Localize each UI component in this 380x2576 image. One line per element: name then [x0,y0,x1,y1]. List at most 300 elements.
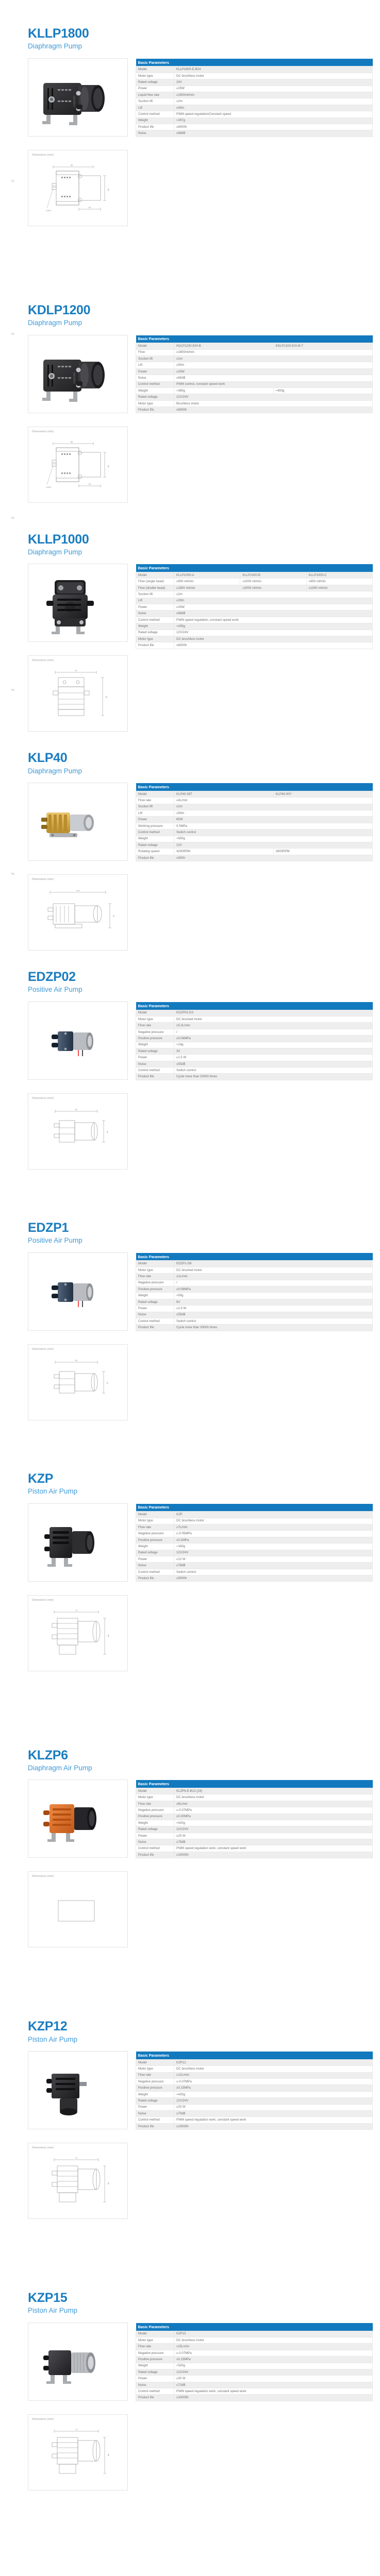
spec-key: Rated voltage [136,1299,174,1305]
spec-value: ≥8L/min [174,1801,373,1807]
spec-value: ≥2m [174,591,373,598]
spec-value: ≥950 ml/min [306,579,372,585]
product-subtitle: Diaphragm Pump [28,548,82,556]
spec-row [136,130,373,137]
spec-key: Model [136,2331,174,2337]
dimensions-label: Dimensions (mm) [32,153,54,157]
spec-table-wrap [136,2323,373,2401]
spec-table-wrap [136,59,373,137]
svg-text:95: 95 [105,696,108,699]
spec-row [136,105,373,111]
product-section-edzp1 [0,1221,380,1420]
micro-air-pump-photo [28,1002,128,1080]
product-body [0,1252,380,1420]
spec-value: Brushless motor [174,400,373,406]
spec-table-header-row [136,1504,373,1512]
spec-table-header: Basic Parameters [136,564,373,572]
product-visuals [28,2323,128,2490]
product-title: KLLP1000 [28,532,89,547]
spec-table [136,335,373,414]
svg-text:4-Ø3.5: 4-Ø3.5 [46,209,52,212]
product-section-klp40 [0,751,380,951]
spec-key: Control method [136,2117,174,2123]
spec-value: DC brushless motor [174,2066,373,2072]
spec-value: ≥1900 ml/min [306,585,372,591]
product-title: KZP15 [28,2291,68,2306]
product-title: KDLP1200 [28,302,91,317]
spec-value: ≈50g [174,1293,373,1299]
spec-row [136,1550,373,1556]
spec-row [136,842,373,848]
spec-value: 24V [174,79,373,86]
product-section-kdlp1200 [0,303,380,503]
spec-value: ≥1m [174,355,373,362]
spec-key: Flow (double head) [136,585,174,591]
spec-table-wrap [136,1002,373,1080]
spec-value: ≤25W [174,86,373,92]
spec-row [136,1575,373,1582]
spec-key: Control method [136,617,174,623]
svg-text:52: 52 [75,1359,78,1362]
spec-value: ≥6000h [174,642,373,649]
product-heading [0,1472,380,1496]
spec-key: Model [136,1512,174,1518]
spec-value: ≤70dB [174,2110,373,2116]
spec-table [136,2052,373,2130]
spec-row [136,362,373,368]
spec-key: Rated voltage [136,2369,174,2375]
spec-key: Product life [136,1575,174,1582]
product-visuals [28,335,128,503]
spec-table-header-row [136,2323,373,2331]
spec-row [136,394,373,400]
dimensions-label: Dimensions (mm) [32,1096,54,1100]
product-subtitle: Piston Air Pump [28,1487,78,1496]
product-subtitle: Positive Air Pump [28,986,82,994]
spec-key: Power [136,2104,174,2110]
spec-row [136,1518,373,1524]
spec-key: Model [136,343,174,349]
spec-value: 12V [174,842,373,848]
spec-value: PWM speed regulation/Constant speed [174,111,373,117]
spec-row [136,1023,373,1029]
spec-row [136,2123,373,2129]
dimension-drawing-box [28,874,128,951]
spec-key: Product life [136,642,174,649]
dimensions-label: Dimensions (mm) [32,2417,54,2421]
spec-row [136,1801,373,1807]
spec-table-header: Basic Parameters [136,783,373,791]
spec-table-header: Basic Parameters [136,335,373,343]
product-body [0,335,380,503]
spec-value: ≥900 ml/min [174,579,240,585]
dimensions-label: Dimensions (mm) [32,659,54,663]
spec-row [136,343,373,349]
spec-value: ≥6000h [174,407,373,413]
spec-key: Liquid flow rate [136,92,174,98]
spec-key: Weight [136,1293,174,1299]
spec-row [136,2110,373,2116]
spec-value: 6V [174,1299,373,1305]
spec-row [136,2066,373,2072]
spec-row [136,798,373,804]
spec-row [136,1016,373,1022]
svg-text:KAMOER: KAMOER [73,95,76,107]
product-body [0,2323,380,2490]
spec-key: Rotating speed [136,849,174,855]
spec-row [136,2117,373,2123]
spec-row [136,1794,373,1801]
spec-value: ≥10000h [174,2123,373,2129]
product-visuals [28,564,128,732]
spec-table-wrap [136,564,373,649]
spec-key: Suction lift [136,98,174,105]
spec-row [136,1820,373,1826]
spec-row [136,2369,373,2375]
spec-table-wrap [136,783,373,861]
spec-key: Control method [136,1067,174,1074]
spec-value: ≥10000h [174,1852,373,1858]
spec-row [136,1833,373,1839]
spec-value: DC brushless motor [174,2337,373,2343]
svg-text:KAMOER: KAMOER [73,371,76,383]
spec-table [136,564,373,649]
product-heading [0,970,380,994]
spec-key: Power [136,2376,174,2382]
spec-key: Rated voltage [136,1550,174,1556]
svg-text:60: 60 [88,206,91,209]
spec-value: ≥50m [174,810,373,816]
spec-row [136,591,373,598]
spec-row [136,1524,373,1530]
spec-row [136,804,373,810]
diaphragm-pump-brass-photo [28,783,128,861]
spec-key: Control method [136,2388,174,2395]
spec-table [136,59,373,137]
spec-key: Noise [136,1312,174,1318]
dimension-drawing-box [28,427,128,503]
spec-value: 12V/24V [174,1826,373,1833]
svg-text:48: 48 [107,465,110,467]
dimension-drawing-box [28,1595,128,1671]
spec-row [136,1569,373,1575]
spec-value: ≥1L/min [174,1274,373,1280]
product-title: EDZP02 [28,970,76,985]
spec-value: KLP40-00Y [273,791,373,797]
spec-key: Negative pressure [136,1029,174,1035]
spec-value: ≈400g [273,387,373,394]
spec-key: Control method [136,1569,174,1575]
spec-key: Flow rate [136,798,174,804]
spec-table-header-row [136,564,373,572]
spec-row [136,598,373,604]
spec-key: Product life [136,407,174,413]
spec-table-header: Basic Parameters [136,2323,373,2331]
spec-key: Flow rate [136,1801,174,1807]
spec-row [136,2072,373,2078]
product-subtitle: Diaphragm Pump [28,42,82,50]
dimension-drawing-box [28,1344,128,1420]
spec-key: Control method [136,1318,174,1324]
spec-row [136,1261,373,1267]
spec-row [136,791,373,797]
spec-key: Weight [136,117,174,124]
dimension-drawing-box [28,1093,128,1170]
spec-value: ≥40m [174,105,373,111]
spec-row [136,1814,373,1820]
spec-row [136,604,373,610]
spec-row [136,572,373,578]
page-number: 05 [11,873,14,876]
product-heading [0,2020,380,2044]
spec-row [136,2382,373,2388]
spec-key: Product life [136,855,174,861]
spec-value: ≥0.15MPa [174,2085,373,2091]
spec-table-header: Basic Parameters [136,2052,373,2059]
spec-key: Motor type [136,1518,174,1524]
product-visuals [28,783,128,951]
product-heading [0,1749,380,1773]
spec-value: ≥0.06MPa [174,1036,373,1042]
spec-row [136,2350,373,2356]
spec-row [136,2331,373,2337]
spec-row [136,1042,373,1048]
catalog-page [0,27,380,2490]
spec-key: Model [136,66,174,73]
svg-text:34: 34 [106,1381,109,1384]
spec-row [136,2395,373,2401]
spec-row [136,2388,373,2395]
spec-value: ≈297g [174,117,373,124]
spec-row [136,92,373,98]
spec-row [136,2098,373,2104]
spec-value: 12V/24V [174,630,373,636]
spec-row [136,1293,373,1299]
spec-value: ≥0.15MPa [174,2357,373,2363]
spec-table-header: Basic Parameters [136,1780,373,1788]
spec-row [136,579,373,585]
spec-row [136,2363,373,2369]
spec-value: ≈420g [174,1820,373,1826]
svg-text:74: 74 [75,2428,78,2431]
spec-key: Flow rate [136,1274,174,1280]
spec-key: Weight [136,2363,174,2369]
spec-row [136,86,373,92]
product-title: KZP [28,1471,54,1486]
piston-air-pump-silver-photo [28,2323,128,2401]
spec-value: KLLP1000-A [174,572,240,578]
spec-key: Product life [136,124,174,130]
spec-key: Weight [136,623,174,630]
product-heading [0,533,380,557]
dimension-drawing-box [28,2143,128,2219]
product-section-kzp15 [0,2291,380,2490]
spec-key: Noise [136,1061,174,1067]
product-section-kzp [0,1472,380,1671]
svg-text:78: 78 [74,669,77,672]
spec-key: Motor type [136,1016,174,1022]
spec-value: ≥10000h [174,2395,373,2401]
spec-row [136,1839,373,1845]
spec-value: 12V/24V [174,1550,373,1556]
spec-value: ≤-0.07MPa [174,2078,373,2084]
spec-value: ≥50m [174,362,373,368]
product-body [0,783,380,951]
spec-value: ≥7L/min [174,1524,373,1530]
dimension-drawing [32,663,124,727]
spec-key: Flow rate [136,1524,174,1530]
spec-key: Noise [136,130,174,137]
product-subtitle: Piston Air Pump [28,2307,78,2315]
spec-row [136,1531,373,1537]
dimensions-label: Dimensions (mm) [32,1875,54,1878]
spec-value: Cycle more than 30000 times [174,1074,373,1080]
spec-key: Power [136,1556,174,1562]
spec-value: ≥20m [174,598,373,604]
spec-value: PWM control, constant speed work [174,381,373,387]
spec-value: ≤68dB [174,611,373,617]
product-title: KLZP6 [28,1748,68,1762]
svg-text:52: 52 [75,1108,78,1111]
product-heading [0,27,380,51]
spec-table-header-row [136,1253,373,1261]
spec-table [136,1504,373,1582]
spec-key: Noise [136,2110,174,2116]
spec-key: Noise [136,375,174,381]
product-visuals [28,58,128,226]
product-section-kllp1000 [0,533,380,732]
dimension-drawing [32,1101,124,1165]
spec-value: ≤12 W [174,1556,373,1562]
spec-row [136,1029,373,1035]
spec-row [136,124,373,130]
spec-value: KDLP1200-E/H-B [174,343,274,349]
spec-row [136,1544,373,1550]
spec-key: Motor type [136,400,174,406]
spec-row [136,829,373,836]
spec-key: Noise [136,611,174,617]
spec-table-header: Basic Parameters [136,1253,373,1261]
spec-row [136,1299,373,1305]
spec-table-header: Basic Parameters [136,1002,373,1010]
spec-value: 0.5MPa [174,823,373,829]
spec-table-header-row [136,783,373,791]
spec-row [136,2376,373,2382]
spec-row [136,585,373,591]
spec-row [136,2091,373,2097]
spec-key: Model [136,1261,174,1267]
spec-value: ≥0.20MPa [174,1814,373,1820]
svg-text:34: 34 [106,1130,109,1133]
dimensions-label: Dimensions (mm) [32,1347,54,1351]
spec-key: Working pressure [136,823,174,829]
diaphragm-pump-dual-photo [28,564,128,642]
spec-value: DC brushed motor [174,1267,373,1273]
spec-key: Motor type [136,2337,174,2343]
spec-row [136,1280,373,1286]
spec-key: Lift [136,362,174,368]
product-visuals [28,2051,128,2219]
spec-key: Weight [136,1042,174,1048]
spec-value: ≤25 W [174,2104,373,2110]
spec-value: DC brushless motor [174,1794,373,1801]
spec-value: ≤75dB [174,1839,373,1845]
spec-value: PWM speed regulation work, constant speed work [174,2388,373,2395]
spec-value: KLLP1800-E-B24 [174,66,373,73]
spec-key: Weight [136,1544,174,1550]
product-subtitle: Diaphragm Pump [28,319,82,327]
product-title: KZP12 [28,2019,68,2034]
spec-value: ≤1.5 W [174,1055,373,1061]
spec-row [136,617,373,623]
spec-value: ≥6000h [174,124,373,130]
svg-text:118: 118 [76,889,80,892]
spec-key: Product life [136,1325,174,1331]
spec-row [136,2357,373,2363]
spec-row [136,836,373,842]
spec-value: 2800RPM [273,849,373,855]
svg-text:74: 74 [75,1608,78,1612]
spec-value: PWM speed regulation work, constant speed work [174,2117,373,2123]
spec-key: Positive pressure [136,1036,174,1042]
spec-row [136,1267,373,1273]
dimensions-label: Dimensions (mm) [32,1598,54,1602]
spec-value: ≥1800ml/min [174,349,373,355]
spec-table-header: Basic Parameters [136,59,373,66]
spec-key: Motor type [136,2066,174,2072]
spec-value: EDZP02-D3 [174,1010,373,1016]
spec-row [136,2085,373,2091]
dimension-drawing [32,158,124,222]
spec-value: ≤-0.05MPa [174,1531,373,1537]
spec-value: ≈14g [174,1042,373,1048]
spec-value: EDZP1-D6 [174,1261,373,1267]
spec-key: Model [136,572,174,578]
spec-key: Motor type [136,1267,174,1273]
spec-key: Model [136,791,174,797]
spec-key: Noise [136,2382,174,2388]
spec-row [136,1286,373,1292]
diaphragm-pump-black-photo [28,335,128,413]
spec-value: ≤-0.07MPa [174,1807,373,1814]
svg-text:52: 52 [112,914,115,918]
spec-table-header-row [136,1780,373,1788]
dimension-drawing-box [28,1871,128,1947]
spec-key: Weight [136,387,174,394]
piston-air-pump-photo [28,1503,128,1582]
spec-row [136,1807,373,1814]
spec-value: KZP15 [174,2331,373,2337]
spec-value: / [174,1280,373,1286]
spec-row [136,636,373,642]
spec-value: Switch control [174,829,373,836]
spec-key: Lift [136,810,174,816]
spec-value: ≤55dB [174,1312,373,1318]
spec-table [136,1780,373,1858]
dimension-drawing-box [28,655,128,732]
spec-key: Rated voltage [136,394,174,400]
spec-value: ≤20 W [174,1833,373,1839]
spec-value: KZP12 [174,2059,373,2065]
spec-key: Positive pressure [136,1537,174,1543]
product-body [0,2051,380,2219]
spec-row [136,623,373,630]
page-number: 02 [11,333,14,336]
piston-air-pump-square-photo [28,2051,128,2129]
spec-value: 12V/24V [174,2098,373,2104]
spec-key: Rated voltage [136,79,174,86]
spec-row [136,1788,373,1794]
